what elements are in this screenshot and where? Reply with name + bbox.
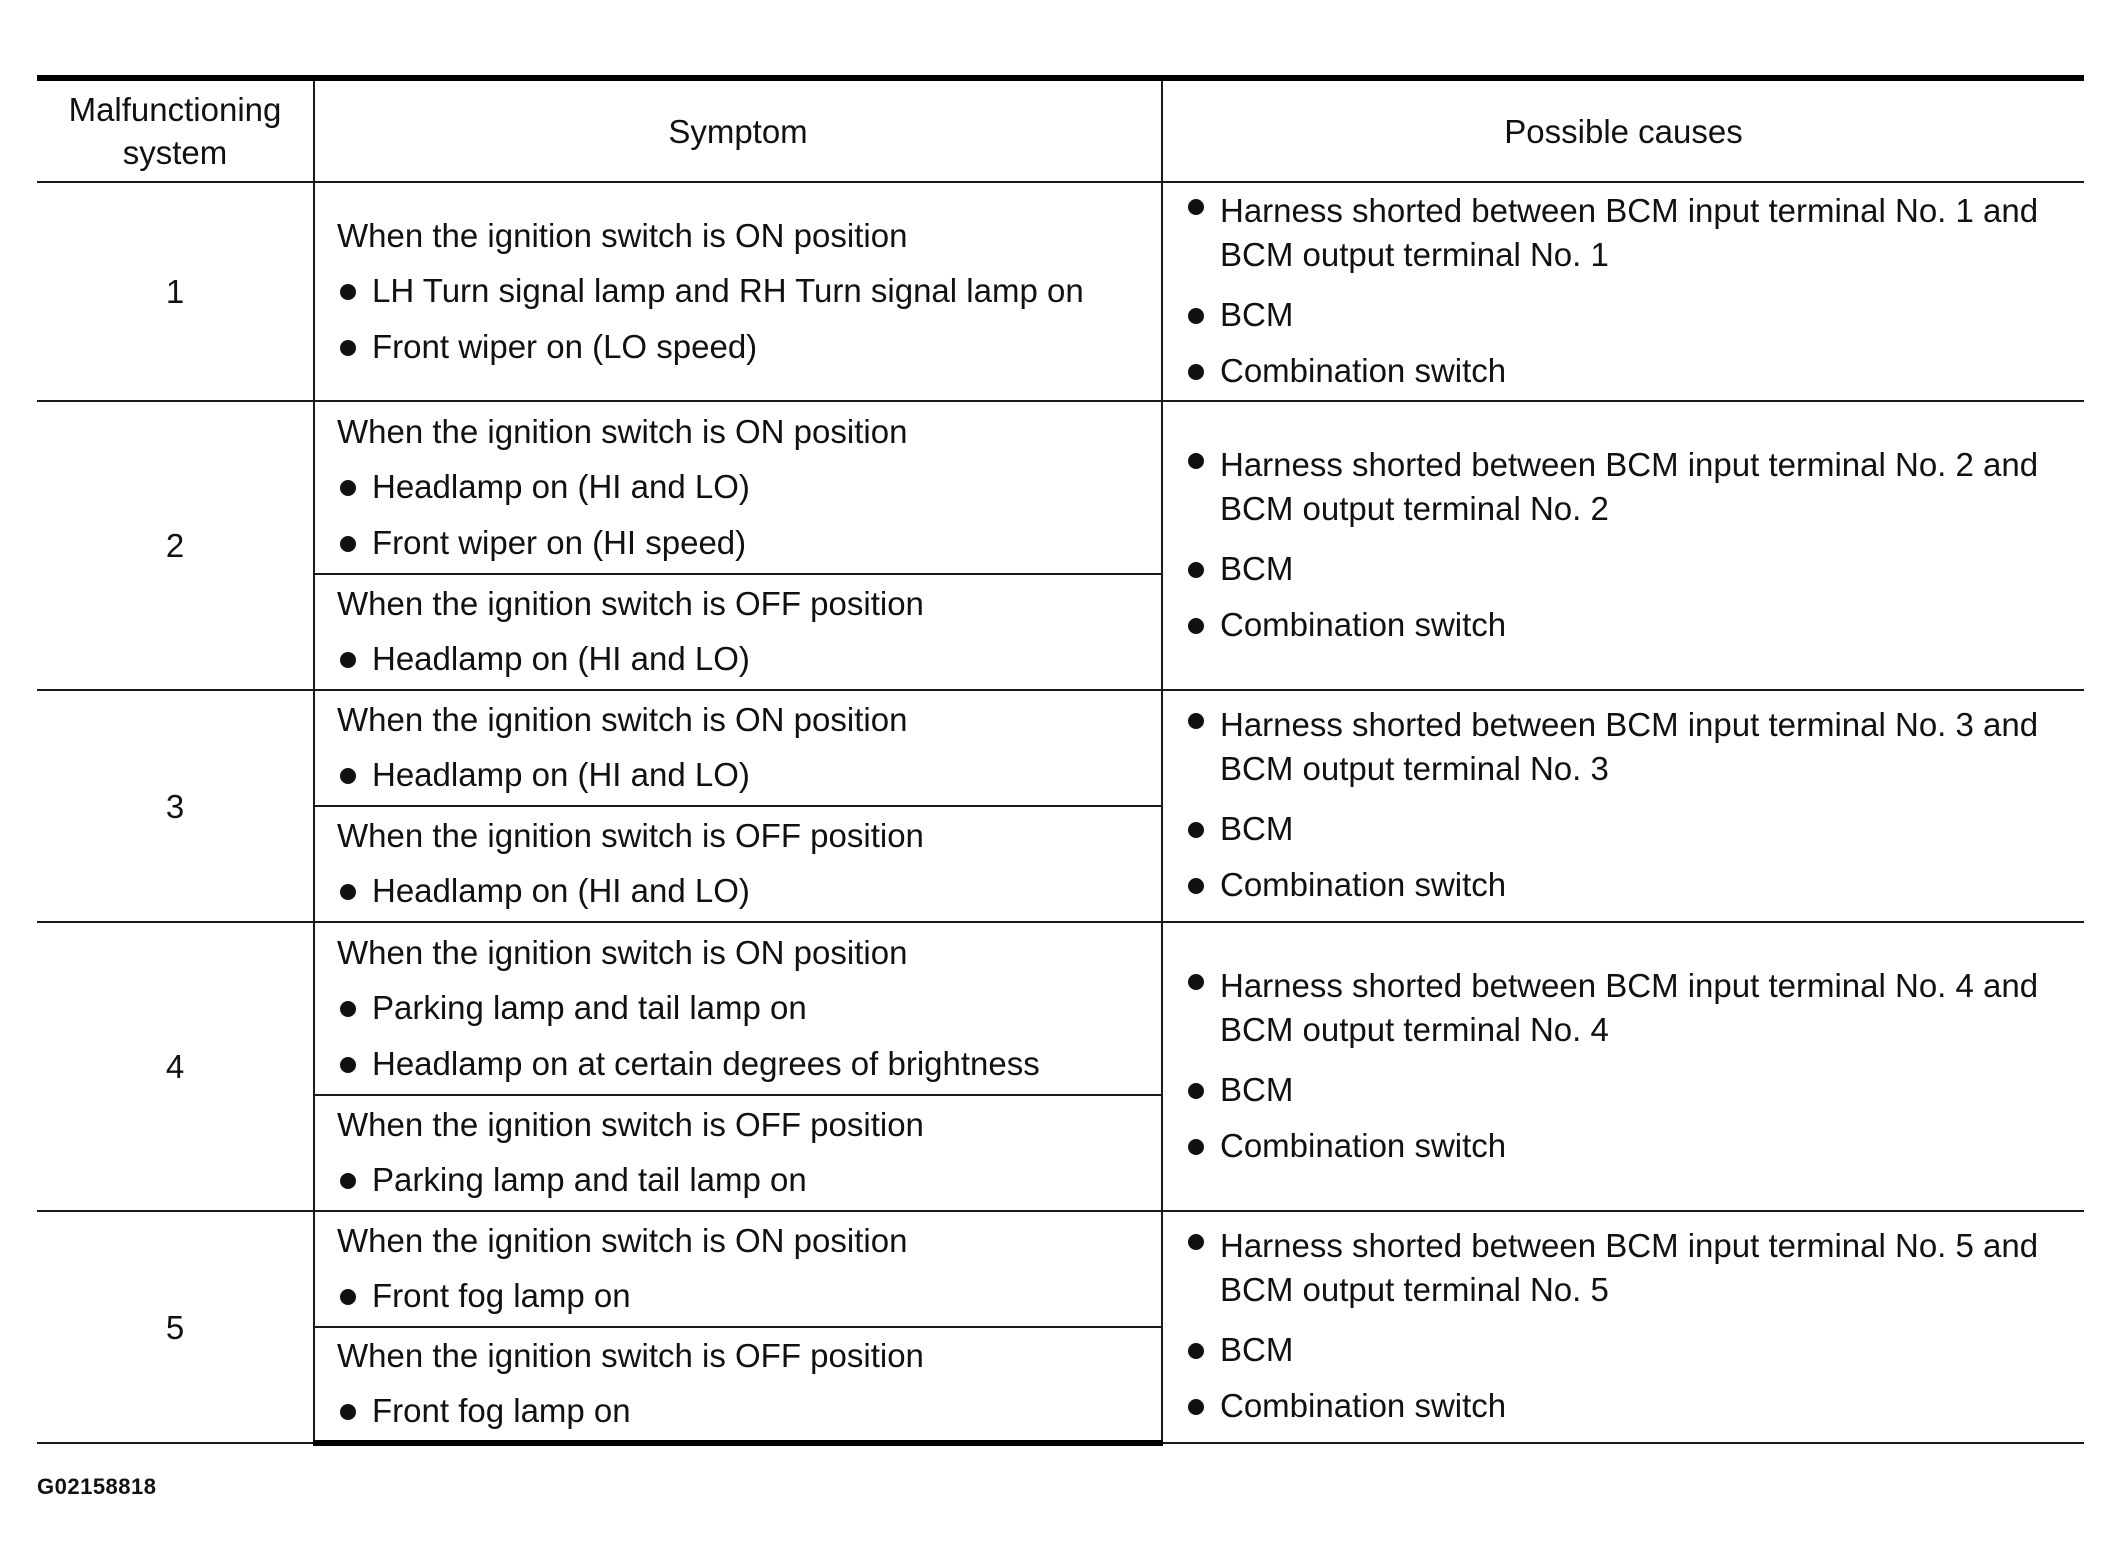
symptom-cell (314, 922, 1162, 1095)
system-number: 2 (37, 401, 314, 690)
symptom-list (337, 459, 1161, 571)
cause-item (1185, 343, 2064, 399)
symptom-item-text: Front fog lamp on (372, 1277, 631, 1314)
cause-item-text: Combination switch (1220, 866, 1507, 903)
figure-code: G02158818 (37, 1474, 157, 1499)
bullet-icon (340, 536, 356, 552)
condition-text: When the ignition switch is ON position (337, 1222, 908, 1259)
symptom-cell (314, 806, 1162, 922)
symptom-item-text: Parking lamp and tail lamp on (372, 1161, 807, 1198)
cause-item (1185, 1118, 2064, 1174)
header-malfunctioning-system: Malfunctioning system (37, 78, 314, 182)
causes-cell (1162, 1211, 2084, 1443)
symptom-list (337, 863, 1161, 919)
bullet-icon (340, 1404, 356, 1420)
symptom-cell (314, 401, 1162, 574)
causes-list (1185, 699, 2064, 913)
condition-text: When the ignition switch is OFF position (337, 1337, 924, 1374)
cause-item-text: BCM (1220, 295, 1294, 333)
cause-item (1185, 287, 2064, 343)
cause-item (1185, 699, 2064, 801)
symptom-list (337, 1152, 1161, 1208)
symptom-item-text: Front wiper on (LO speed) (372, 327, 758, 365)
cause-item-text: BCM (1220, 549, 1294, 587)
causes-cell (1162, 922, 2084, 1211)
bullet-icon (340, 1289, 356, 1305)
symptom-item (337, 1383, 1161, 1439)
table-row (37, 182, 2084, 401)
symptom-item-text: Front wiper on (HI speed) (372, 523, 747, 561)
system-number: 3 (37, 690, 314, 922)
cause-item (1185, 801, 2064, 857)
causes-list (1185, 1220, 2064, 1434)
header-possible-causes: Possible causes (1162, 78, 2084, 182)
header-row (37, 78, 2084, 182)
symptom-list (337, 1383, 1161, 1439)
causes-list (1185, 439, 2064, 653)
symptom-list (337, 747, 1161, 803)
cause-item-text: Harness shorted between BCM input terminal No. 4 and BCM output terminal No. 4 (1220, 966, 2039, 1048)
symptom-cell (314, 574, 1162, 690)
symptom-item-text: Headlamp on (HI and LO) (372, 640, 750, 677)
bullet-icon (340, 284, 356, 300)
causes-list (1185, 960, 2064, 1174)
cause-item (1185, 1062, 2064, 1118)
cause-item-text: Harness shorted between BCM input terminal No. 3 and BCM output terminal No. 3 (1220, 706, 2039, 787)
cause-item-text: BCM (1220, 1331, 1294, 1368)
bullet-icon (340, 884, 356, 900)
cause-item-text: Combination switch (1220, 605, 1507, 643)
bullet-icon (1188, 822, 1204, 838)
causes-cell (1162, 401, 2084, 690)
symptom-cell (314, 1095, 1162, 1211)
symptom-item-text: Parking lamp and tail lamp on (372, 988, 807, 1026)
condition-text: When the ignition switch is ON position (337, 701, 908, 738)
cause-item-text: BCM (1220, 810, 1294, 847)
symptom-item-text: Headlamp on (HI and LO) (372, 872, 750, 909)
condition-text: When the ignition switch is ON position (337, 216, 908, 254)
symptom-item-text: LH Turn signal lamp and RH Turn signal lamp on (372, 271, 1084, 309)
symptom-item (337, 1036, 1161, 1092)
symptom-item-text: Headlamp on (HI and LO) (372, 467, 750, 505)
bullet-icon (340, 1173, 356, 1189)
condition-text: When the ignition switch is OFF position (337, 585, 924, 622)
bullet-icon (1188, 618, 1204, 634)
cause-item-text: Combination switch (1220, 1126, 1507, 1164)
bullet-icon (1188, 713, 1204, 729)
symptom-item-text: Front fog lamp on (372, 1392, 631, 1429)
system-number: 1 (37, 182, 314, 401)
symptom-item (337, 631, 1161, 687)
cause-item (1185, 1378, 2064, 1434)
cause-item (1185, 960, 2064, 1062)
causes-cell (1162, 690, 2084, 922)
cause-item (1185, 857, 2064, 913)
bullet-icon (340, 340, 356, 356)
table-row (37, 690, 2084, 806)
cause-item-text: Harness shorted between BCM input terminal No. 2 and BCM output terminal No. 2 (1220, 445, 2039, 527)
table-row (37, 1211, 2084, 1327)
bullet-icon (1188, 453, 1204, 469)
cause-item (1185, 439, 2064, 541)
causes-list (1185, 185, 2064, 399)
cause-item (1185, 1322, 2064, 1378)
symptom-item (337, 980, 1161, 1036)
cause-item-text: Harness shorted between BCM input terminal No. 5 and BCM output terminal No. 5 (1220, 1227, 2039, 1308)
bullet-icon (340, 480, 356, 496)
bullet-icon (1188, 199, 1204, 215)
bullet-icon (340, 1057, 356, 1073)
cause-item (1185, 541, 2064, 597)
symptom-item (337, 263, 1161, 319)
bullet-icon (1188, 562, 1204, 578)
symptom-item (337, 459, 1161, 515)
condition-text: When the ignition switch is ON position (337, 412, 908, 450)
symptom-item (337, 515, 1161, 571)
bullet-icon (340, 768, 356, 784)
system-number: 4 (37, 922, 314, 1211)
diagnosis-table (37, 75, 2084, 1446)
bullet-icon (1188, 1234, 1204, 1250)
system-number: 5 (37, 1211, 314, 1443)
symptom-cell (314, 1211, 1162, 1327)
header-symptom: Symptom (314, 78, 1162, 182)
symptom-item (337, 747, 1161, 803)
symptom-list (337, 631, 1161, 687)
bullet-icon (1188, 1083, 1204, 1099)
table-row (37, 401, 2084, 574)
cause-item-text: Harness shorted between BCM input terminal No. 1 and BCM output terminal No. 1 (1220, 191, 2039, 273)
condition-text: When the ignition switch is ON position (337, 933, 908, 971)
table-body (37, 182, 2084, 1443)
symptom-list (337, 1268, 1161, 1324)
bullet-icon (1188, 1343, 1204, 1359)
cause-item (1185, 597, 2064, 653)
bullet-icon (1188, 1399, 1204, 1415)
symptom-cell (314, 182, 1162, 401)
table-row (37, 922, 2084, 1095)
bullet-icon (340, 652, 356, 668)
causes-cell (1162, 182, 2084, 401)
symptom-cell (314, 690, 1162, 806)
symptom-item (337, 1268, 1161, 1324)
bullet-icon (1188, 308, 1204, 324)
bullet-icon (1188, 1139, 1204, 1155)
cause-item (1185, 1220, 2064, 1322)
symptom-item (337, 319, 1161, 375)
symptom-item-text: Headlamp on (HI and LO) (372, 756, 750, 793)
cause-item-text: BCM (1220, 1070, 1294, 1108)
condition-text: When the ignition switch is OFF position (337, 1106, 924, 1143)
symptom-list (337, 263, 1161, 375)
bullet-icon (1188, 364, 1204, 380)
bullet-icon (340, 1001, 356, 1017)
symptom-cell (314, 1327, 1162, 1443)
symptom-item (337, 863, 1161, 919)
symptom-item-text: Headlamp on at certain degrees of brightness (372, 1044, 1040, 1082)
condition-text: When the ignition switch is OFF position (337, 817, 924, 854)
bullet-icon (1188, 878, 1204, 894)
cause-item-text: Combination switch (1220, 1387, 1507, 1424)
symptom-list (337, 980, 1161, 1092)
cause-item (1185, 185, 2064, 287)
symptom-item (337, 1152, 1161, 1208)
cause-item-text: Combination switch (1220, 351, 1507, 389)
bullet-icon (1188, 974, 1204, 990)
